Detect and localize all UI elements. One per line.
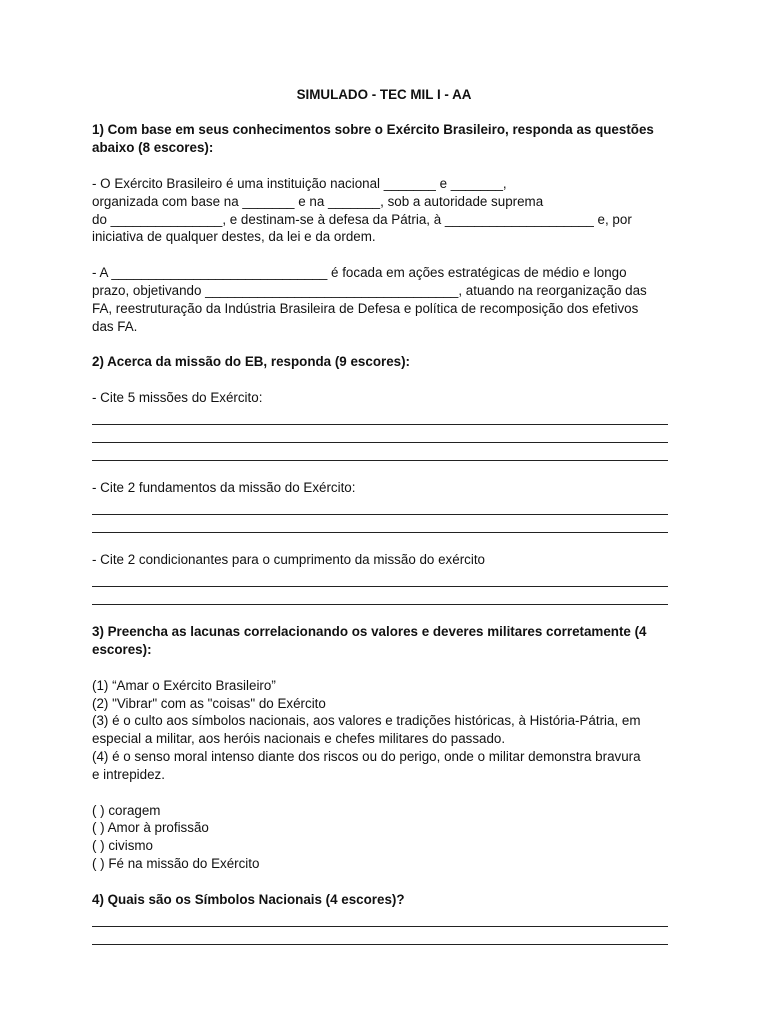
question-1-paragraph-1 bbox=[92, 175, 676, 246]
text-line: do _______________, e destinam-se à defesa da Pátria, à ____________________ e, por bbox=[92, 211, 632, 227]
option-item[interactable]: ( ) Fé na missão do Exército bbox=[92, 855, 260, 871]
text-line: (1) “Amar o Exército Brasileiro” bbox=[92, 677, 276, 693]
question-1-paragraph-2 bbox=[92, 264, 676, 335]
text-line: - A _____________________________ é focada em ações estratégicas de médio e longo bbox=[92, 265, 627, 281]
text-line: organizada com base na _______ e na _______, sob a autoridade suprema bbox=[92, 193, 544, 209]
document-page bbox=[92, 86, 676, 945]
option-item[interactable]: ( ) Amor à profissão bbox=[92, 820, 209, 836]
text-line: especial a militar, aos heróis nacionais e chefes militares do passado. bbox=[92, 731, 506, 747]
question-3-heading: 3) Preencha as lacunas correlacionando os valores e deveres militares corretamente (4 escores): bbox=[92, 623, 647, 657]
question-4-heading: 4) Quais são os Símbolos Nacionais (4 escores)? bbox=[92, 891, 405, 907]
text-line: FA, reestruturação da Indústria Brasileira de Defesa e política de recomposição dos efetivos bbox=[92, 300, 639, 316]
document-title: SIMULADO - TEC MIL I - AA bbox=[296, 87, 472, 102]
answer-line[interactable] bbox=[92, 927, 668, 945]
answer-line[interactable] bbox=[92, 425, 668, 443]
question-1-heading: 1) Com base em seus conhecimentos sobre o Exército Brasileiro, responda as questões abaixo (8 escores): bbox=[92, 122, 654, 155]
question-2-item-2: - Cite 2 fundamentos da missão do Exército: bbox=[92, 480, 356, 496]
text-line: prazo, objetivando __________________________________, atuando na reorganização das bbox=[92, 282, 647, 298]
question-2-heading: 2) Acerca da missão do EB, responda (9 escores): bbox=[92, 354, 411, 370]
answer-line[interactable] bbox=[92, 569, 668, 587]
answer-line[interactable] bbox=[92, 587, 668, 605]
answer-line[interactable] bbox=[92, 407, 668, 425]
text-line: - O Exército Brasileiro é uma instituição nacional _______ e _______, bbox=[92, 176, 507, 191]
text-line: iniciativa de qualquer destes, da lei e da ordem. bbox=[92, 229, 376, 245]
answer-line[interactable] bbox=[92, 515, 668, 533]
text-line: (4) é o senso moral intenso diante dos riscos ou do perigo, onde o militar demonstra bravura bbox=[92, 748, 641, 764]
answer-line[interactable] bbox=[92, 909, 668, 927]
option-item[interactable]: ( ) civismo bbox=[92, 838, 153, 854]
text-line: (3) é o culto aos símbolos nacionais, aos valores e tradições históricas, à História-Pátria, em bbox=[92, 713, 641, 729]
answer-line[interactable] bbox=[92, 443, 668, 461]
option-item[interactable]: ( ) coragem bbox=[92, 802, 161, 818]
text-line: (2) "Vibrar" com as "coisas" do Exército bbox=[92, 695, 326, 711]
question-3-statements bbox=[92, 677, 676, 784]
text-line: das FA. bbox=[92, 318, 138, 334]
question-2-item-3: - Cite 2 condicionantes para o cumprimento da missão do exército bbox=[92, 551, 485, 567]
answer-line[interactable] bbox=[92, 497, 668, 515]
text-line: e intrepidez. bbox=[92, 766, 165, 782]
question-2-item-1: - Cite 5 missões do Exército: bbox=[92, 390, 263, 406]
question-3-options bbox=[92, 802, 676, 873]
